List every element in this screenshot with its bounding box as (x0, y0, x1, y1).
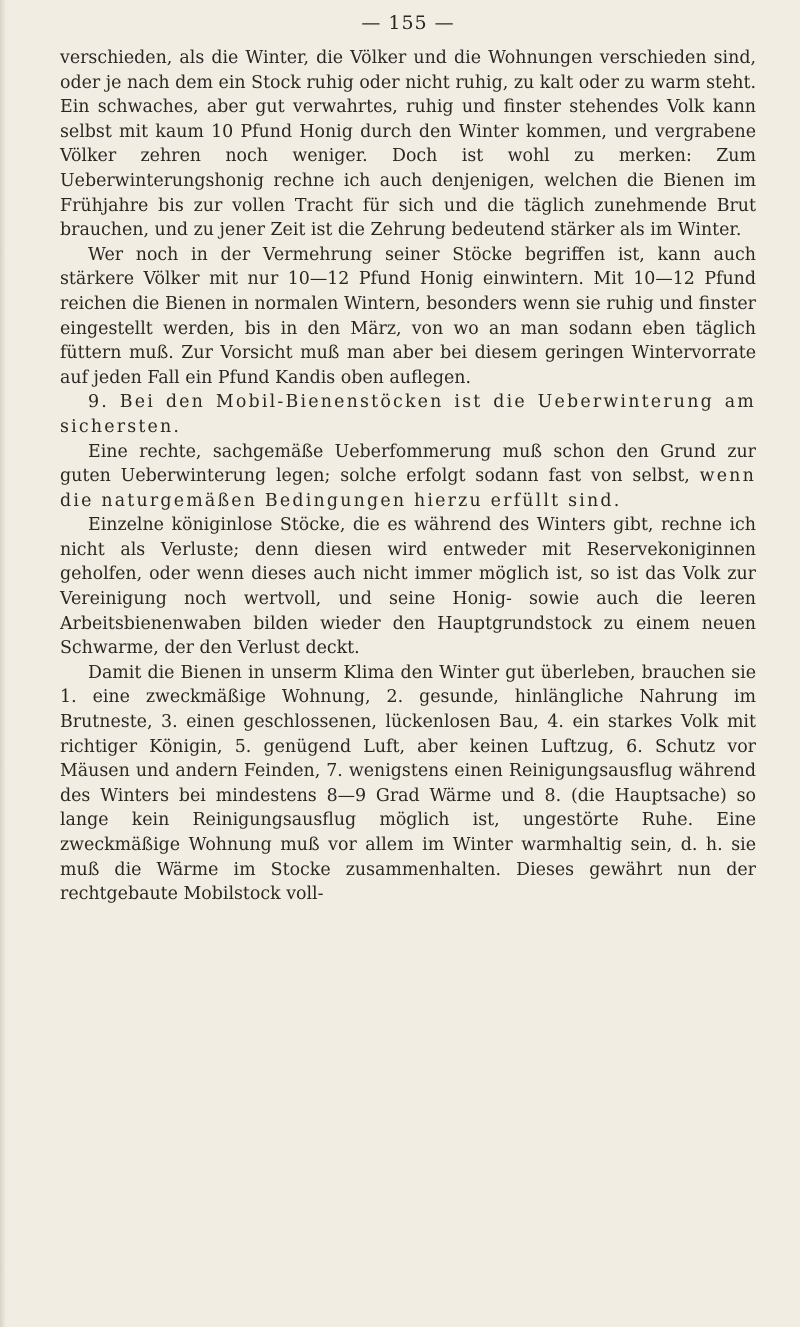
paragraph-ueberfommerung (60, 440, 756, 514)
section-heading-9: 9. Bei den Mobil-Bienenstöcken ist die Ueberwinterung am sichersten. (60, 392, 756, 437)
paragraph-lead-text: Eine rechte, sachgemäße Ueberfommerung muß schon den Grund zur guten Ueberwinterung legen; solche erfolgt sodann fast von selbst, (60, 441, 756, 487)
paragraph-continuation: verschieden, als die Winter, die Völker und die Wohnungen verschieden sind, oder je nach dem ein Stock ruhig oder nicht ruhig, zu kalt oder zu warm steht. Ein schwaches, aber gut verwahrtes, ruhig und finster stehendes Volk kann selbst mit kaum 10 Pfund Honig durch den Winter kommen, und vergrabene Völker zehren noch weniger. Doch ist wohl zu merken: Zum Ueberwinterungshonig rechne ich auch denjenigen, welchen die Bienen im Frühjahre bis zur vollen Tracht für sich und die täglich zunehmende Brut brauchen, und zu jener Zeit ist die Zehrung bedeutend stärker als im Winter. (60, 48, 756, 241)
paragraph-koeniginlose-stoecke: Einzelne königinlose Stöcke, die es während des Winters gibt, rechne ich nicht als Verluste; denn diesen wird entweder mit Reservekoniginnen geholfen, oder wenn dieses auch nicht immer möglich ist, so ist das Volk zur Vereinigung noch wertvoll, und seine Honig- sowie auch die leeren Arbeitsbienenwaben bilden wieder den Hauptgrundstock zu einem neuen Schwarme, der den Verlust deckt. (60, 515, 756, 659)
paragraph-bedingungen: Damit die Bienen in unserm Klima den Winter gut überleben, brauchen sie 1. eine zweckmäßige Wohnung, 2. gesunde, hinlängliche Nahrung im Brutneste, 3. einen geschlossenen, lückenlosen Bau, 4. ein starkes Volk mit richtiger Königin, 5. genügend Luft, aber keinen Luftzug, 6. Schutz vor Mäusen und andern Feinden, 7. wenigstens einen Reinigungsausflug während des Winters bei mindestens 8—9 Grad Wärme und 8. (die Hauptsache) so lange kein Reinigungsausflug möglich ist, ungestörte Ruhe. Eine zweckmäßige Wohnung muß vor allem im Winter warmhaltig sein, d. h. sie muß die Wärme im Stocke zusammenhalten. Dieses gewährt nun der rechtgebaute Mobilstock voll- (60, 662, 756, 905)
emphasized-text: wenn die naturgemäßen Bedingungen hierzu erfüllt sind. (60, 466, 756, 511)
page-body (60, 46, 756, 907)
paragraph-vermehrung: Wer noch in der Vermehrung seiner Stöcke begriffen ist, kann auch stärkere Völker mit nur 10—12 Pfund Honig einwintern. Mit 10—12 Pfund reichen die Bienen in normalen Wintern, besonders wenn sie ruhig und finster eingestellt werden, bis in den März, von wo an man sodann eben täglich füttern muß. Zur Vorsicht muß man aber bei diesem geringen Wintervorrate auf jeden Fall ein Pfund Kandis oben auflegen. (60, 244, 756, 388)
page-number: — 155 — (361, 12, 455, 34)
